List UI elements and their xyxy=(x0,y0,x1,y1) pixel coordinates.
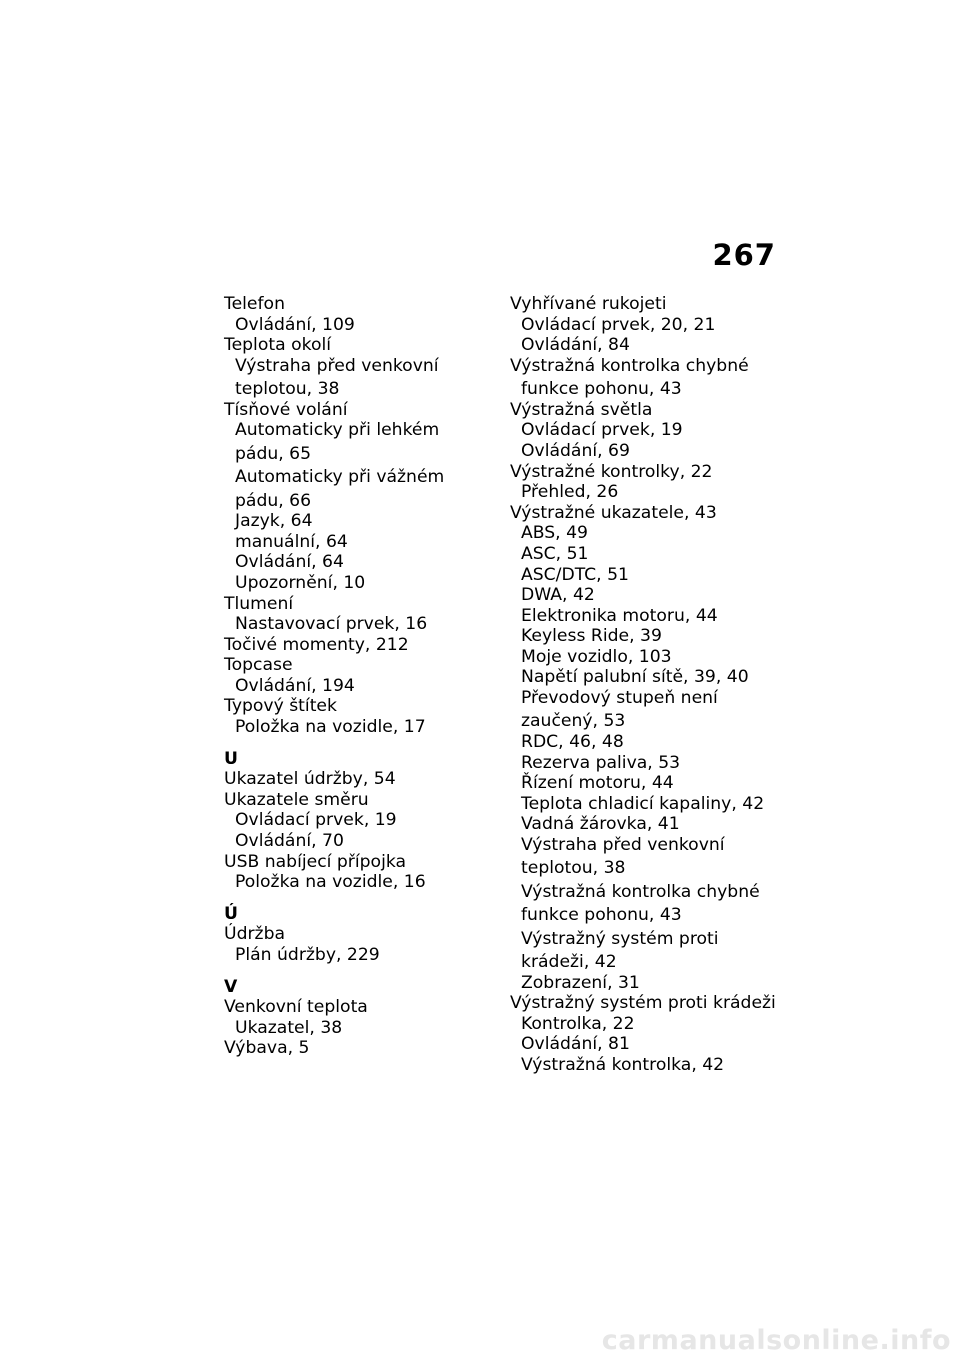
index-subentry: Přehled, 26 xyxy=(521,482,619,503)
index-subentry: funkce pohonu, 43 xyxy=(521,379,682,400)
index-entry: Teplota okolí xyxy=(224,335,332,356)
index-subentry: Automaticky při lehkém xyxy=(235,420,440,441)
index-subentry: Řízení motoru, 44 xyxy=(521,773,674,794)
index-entry: Výstražná kontrolka chybné xyxy=(510,355,749,376)
index-subentry: Výstražná kontrolka chybné xyxy=(521,881,760,902)
index-entry: Tlumení xyxy=(224,593,294,614)
index-subentry: Jazyk, 64 xyxy=(235,511,313,532)
index-subentry: Rezerva paliva, 53 xyxy=(521,752,681,773)
index-subentry: Napětí palubní sítě, 39, 40 xyxy=(521,667,749,688)
index-subentry: Výstražná kontrolka, 42 xyxy=(521,1054,725,1075)
index-entry: Výstražné kontrolky, 22 xyxy=(510,461,713,482)
index-subentry: Ovládání, 70 xyxy=(235,831,344,852)
index-subentry: Plán údržby, 229 xyxy=(235,945,380,965)
index-subentry: Ovládání, 109 xyxy=(235,314,355,335)
index-subentry: Převodový stupeň není xyxy=(521,688,718,709)
index-subentry: Zobrazení, 31 xyxy=(521,972,640,993)
index-subentry: Výstraha před venkovní xyxy=(235,355,439,376)
index-entry: Výstražná světla xyxy=(510,399,653,420)
index-subentry: Kontrolka, 22 xyxy=(521,1013,635,1034)
watermark: carmanualsonline.info xyxy=(601,1325,951,1356)
index-subentry: Výstražný systém proti xyxy=(521,928,719,949)
index-subentry: Ovládání, 84 xyxy=(521,335,630,356)
index-subentry: ABS, 49 xyxy=(521,523,588,544)
index-subentry: teplotou, 38 xyxy=(235,379,340,400)
index-entry: Výstražné ukazatele, 43 xyxy=(510,502,717,523)
index-subentry: manuální, 64 xyxy=(235,531,348,552)
index-subentry: zaučený, 53 xyxy=(521,711,626,732)
index-entry: Venkovní teplota xyxy=(224,997,368,1018)
index-subentry: Ovládání, 194 xyxy=(235,675,355,696)
index-subentry: Ovládání, 81 xyxy=(521,1034,630,1055)
index-entry: Topcase xyxy=(224,655,293,676)
index-subentry: ASC/DTC, 51 xyxy=(521,564,629,585)
index-subentry: Ukazatel, 38 xyxy=(235,1017,343,1038)
index-subentry: Ovládání, 64 xyxy=(235,552,344,573)
index-subentry: Ovládání, 69 xyxy=(521,440,630,461)
index-entry: Výbava, 5 xyxy=(224,1038,310,1059)
index-entry: Ukazatel údržby, 54 xyxy=(224,769,396,790)
index-entry: Telefon xyxy=(224,294,285,314)
index-subentry: Keyless Ride, 39 xyxy=(521,626,662,647)
index-entry: USB nabíjecí přípojka xyxy=(224,851,407,872)
index-subentry: pádu, 66 xyxy=(235,490,312,511)
index-subentry: Ovládací prvek, 19 xyxy=(235,810,397,831)
index-column-right xyxy=(510,294,780,1076)
index-subentry: funkce pohonu, 43 xyxy=(521,905,682,926)
page-number: 267 xyxy=(712,238,776,272)
index-subentry: krádeži, 42 xyxy=(521,951,617,972)
index-entry: Vyhřívané rukojeti xyxy=(510,294,667,314)
index-subentry: Nastavovací prvek, 16 xyxy=(235,614,428,635)
index-section-letter: Ú xyxy=(224,903,238,924)
index-subentry: DWA, 42 xyxy=(521,585,595,606)
index-subentry: Položka na vozidle, 16 xyxy=(235,872,426,893)
index-subentry: Automaticky při vážném xyxy=(235,467,445,488)
index-subentry: RDC, 46, 48 xyxy=(521,732,624,753)
index-subentry: Ovládací prvek, 20, 21 xyxy=(521,314,716,335)
index-subentry: ASC, 51 xyxy=(521,543,589,564)
index-subentry: Elektronika motoru, 44 xyxy=(521,605,718,626)
index-subentry: Upozornění, 10 xyxy=(235,572,366,593)
index-subentry: Vadná žárovka, 41 xyxy=(521,814,680,835)
index-entry: Točivé momenty, 212 xyxy=(224,634,409,655)
index-subentry: pádu, 65 xyxy=(235,443,312,464)
index-entry: Typový štítek xyxy=(224,696,337,717)
index-section-letter: U xyxy=(224,748,238,769)
index-entry: Ukazatele směru xyxy=(224,789,369,810)
index-subentry: Teplota chladicí kapaliny, 42 xyxy=(521,793,765,814)
index-entry: Výstražný systém proti krádeži xyxy=(510,993,776,1014)
index-entry: Údržba xyxy=(224,924,286,945)
index-entry: Tísňové volání xyxy=(224,399,348,420)
index-subentry: Moje vozidlo, 103 xyxy=(521,646,672,667)
index-column-left xyxy=(224,294,494,1059)
index-section-letter: V xyxy=(224,976,238,997)
index-subentry: teplotou, 38 xyxy=(521,858,626,879)
index-subentry: Výstraha před venkovní xyxy=(521,835,725,856)
index-subentry: Položka na vozidle, 17 xyxy=(235,717,426,738)
index-subentry: Ovládací prvek, 19 xyxy=(521,420,683,441)
